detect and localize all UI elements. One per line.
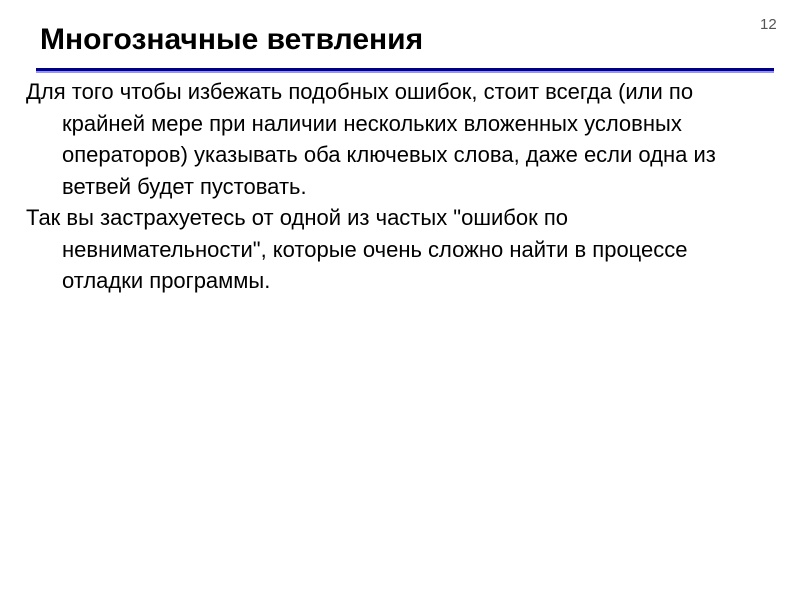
body-paragraph: Так вы застрахуетесь от одной из частых "ошибок по невнимательности", которые очень сложно найти в процессе отладки программы. — [26, 205, 688, 293]
slide-number: 12 — [760, 16, 777, 33]
title-underline-shadow — [36, 71, 774, 73]
slide-title: Многозначные ветвления — [40, 23, 424, 56]
body-paragraph: Для того чтобы избежать подобных ошибок, стоит всегда (или по крайней мере при наличии нескольких вложенных условных операторов) указывать оба ключевых слова, даже если одна из ветвей будет пустовать. — [26, 79, 716, 199]
slide-body — [26, 76, 746, 297]
